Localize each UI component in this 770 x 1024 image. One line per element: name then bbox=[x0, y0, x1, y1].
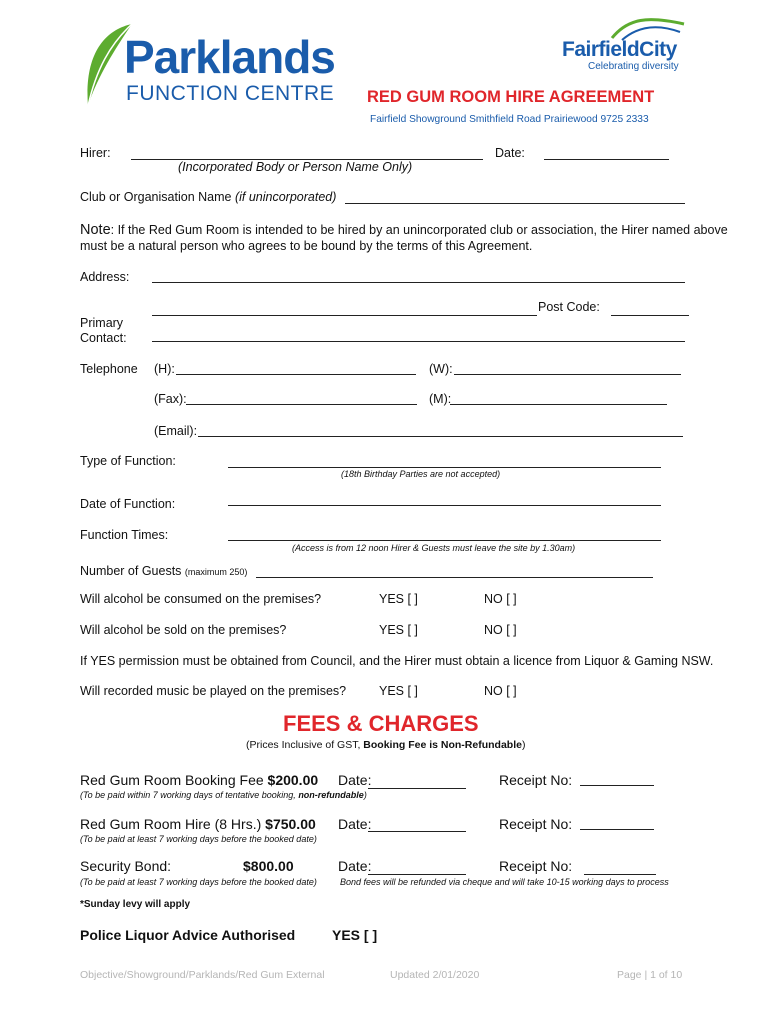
fees-subtitle-pre: (Prices Inclusive of GST, bbox=[246, 739, 364, 751]
address-field-1[interactable] bbox=[152, 282, 685, 283]
fee-bond-note: (To be paid at least 7 working days before the booked date) bbox=[80, 877, 317, 887]
address-label: Address: bbox=[80, 270, 130, 284]
fee-hire-receipt-field[interactable] bbox=[580, 829, 654, 830]
alcohol-consumed-yes-checkbox[interactable]: YES [ ] bbox=[379, 592, 418, 606]
fee-booking-note-text: (To be paid within 7 working days of tentative booking, bbox=[80, 790, 299, 800]
guests-label bbox=[80, 564, 247, 578]
fee-bond-date-field[interactable] bbox=[368, 874, 466, 875]
function-type-note: (18th Birthday Parties are not accepted) bbox=[341, 469, 501, 479]
function-type-field[interactable] bbox=[228, 467, 661, 468]
fees-subtitle-bold: Booking Fee is Non-Refundable bbox=[363, 739, 522, 751]
fee-hire bbox=[80, 816, 316, 832]
fax-label: (Fax): bbox=[154, 392, 187, 406]
permission-text: If YES permission must be obtained from Council, and the Hirer must obtain a licence from Liquor & Gaming NSW. bbox=[80, 654, 714, 668]
fee-bond-date-label: Date: bbox=[338, 858, 372, 874]
note-text: : If the Red Gum Room is intended to be hired by an unincorporated club or association, the Hirer named above bbox=[110, 223, 728, 237]
police-liquor-yes-checkbox[interactable]: YES [ ] bbox=[332, 927, 378, 943]
club-label bbox=[80, 190, 336, 204]
question-recorded-music: Will recorded music be played on the premises? bbox=[80, 684, 347, 698]
phone-work-label: (W): bbox=[429, 362, 453, 376]
hirer-date-label: Date: bbox=[495, 146, 525, 160]
guests-note: (maximum 250) bbox=[184, 567, 248, 577]
fee-hire-amount: $750.00 bbox=[265, 816, 316, 832]
note-label: Note bbox=[80, 222, 111, 238]
phone-home-label: (H): bbox=[154, 362, 175, 376]
address-field-2[interactable] bbox=[152, 315, 537, 316]
fee-booking-date-label: Date: bbox=[338, 772, 372, 788]
music-yes-checkbox[interactable]: YES [ ] bbox=[379, 684, 418, 698]
question-alcohol-sold: Will alcohol be sold on the premises? bbox=[80, 623, 287, 637]
hirer-hint: (Incorporated Body or Person Name Only) bbox=[178, 160, 413, 174]
venue-address: Fairfield Showground Smithfield Road Prairiewood 9725 2333 bbox=[370, 114, 649, 125]
footer-page-number: Page | 1 of 10 bbox=[617, 969, 683, 981]
fee-hire-note: (To be paid at least 7 working days before the booked date) bbox=[80, 834, 317, 844]
sunday-levy-note: *Sunday levy will apply bbox=[80, 899, 191, 910]
alcohol-consumed-no-checkbox[interactable]: NO [ ] bbox=[484, 592, 517, 606]
music-no-checkbox[interactable]: NO [ ] bbox=[484, 684, 517, 698]
fee-bond-receipt-label: Receipt No: bbox=[499, 858, 573, 874]
mobile-label: (M): bbox=[429, 392, 452, 406]
club-hint: (if unincorporated) bbox=[234, 190, 337, 204]
council-tagline: Celebrating diversity bbox=[588, 61, 679, 72]
fee-booking-note-bold: non-refundable bbox=[298, 790, 364, 800]
note-line-1 bbox=[80, 222, 728, 238]
fee-bond-receipt-field[interactable] bbox=[584, 874, 656, 875]
alcohol-sold-yes-checkbox[interactable]: YES [ ] bbox=[379, 623, 418, 637]
fees-subtitle-post: ) bbox=[521, 739, 526, 751]
guests-field[interactable] bbox=[256, 577, 653, 578]
footer-path: Objective/Showground/Parklands/Red Gum External bbox=[80, 969, 325, 981]
question-alcohol-consumed: Will alcohol be consumed on the premises? bbox=[80, 592, 322, 606]
fee-hire-name: Red Gum Room Hire (8 Hrs.) bbox=[80, 816, 266, 832]
contact-field[interactable] bbox=[152, 341, 685, 342]
postcode-field[interactable] bbox=[611, 315, 689, 316]
logo-sub-text: FUNCTION CENTRE bbox=[126, 82, 335, 105]
fee-booking-name: Red Gum Room Booking Fee bbox=[80, 772, 268, 788]
function-type-label: Type of Function: bbox=[80, 454, 176, 468]
function-times-label: Function Times: bbox=[80, 528, 169, 542]
fee-booking-amount: $200.00 bbox=[267, 772, 319, 788]
fee-hire-date-field[interactable] bbox=[368, 831, 466, 832]
bond-refund-note: Bond fees will be refunded via cheque and will take 10-15 working days to process bbox=[340, 877, 669, 887]
fee-booking bbox=[80, 772, 318, 788]
logo-main-text: Parklands bbox=[124, 31, 335, 83]
guests-label-text: Number of Guests bbox=[80, 564, 182, 578]
fee-booking-note-end: ) bbox=[363, 790, 367, 800]
club-label-text: Club or Organisation Name bbox=[80, 190, 232, 204]
function-times-note: (Access is from 12 noon Hirer & Guests must leave the site by 1.30am) bbox=[292, 543, 576, 553]
fee-booking-receipt-label: Receipt No: bbox=[499, 772, 573, 788]
page-title: RED GUM ROOM HIRE AGREEMENT bbox=[367, 88, 655, 106]
email-field[interactable] bbox=[198, 436, 683, 437]
alcohol-sold-no-checkbox[interactable]: NO [ ] bbox=[484, 623, 517, 637]
postcode-label: Post Code: bbox=[538, 300, 600, 314]
footer-updated: Updated 2/01/2020 bbox=[390, 969, 480, 981]
fee-hire-receipt-label: Receipt No: bbox=[499, 816, 573, 832]
fee-booking-date-field[interactable] bbox=[368, 788, 466, 789]
fees-title: FEES & CHARGES bbox=[283, 711, 479, 736]
contact-label-1: Primary bbox=[80, 316, 124, 330]
function-date-field[interactable] bbox=[228, 505, 661, 506]
hirer-label: Hirer: bbox=[80, 146, 111, 160]
telephone-label: Telephone bbox=[80, 362, 138, 376]
club-field[interactable] bbox=[345, 203, 685, 204]
council-name: FairfieldCity bbox=[562, 38, 677, 61]
phone-work-field[interactable] bbox=[454, 374, 681, 375]
function-date-label: Date of Function: bbox=[80, 497, 176, 511]
fax-field[interactable] bbox=[186, 404, 417, 405]
fee-hire-date-label: Date: bbox=[338, 816, 372, 832]
fee-booking-note bbox=[80, 790, 367, 800]
phone-home-field[interactable] bbox=[176, 374, 416, 375]
mobile-field[interactable] bbox=[450, 404, 667, 405]
contact-label-2: Contact: bbox=[80, 331, 127, 345]
fees-subtitle bbox=[246, 739, 525, 751]
email-label: (Email): bbox=[154, 424, 198, 438]
note-line-2: must be a natural person who agrees to be bound by the terms of this Agreement. bbox=[80, 239, 533, 253]
fee-bond-amount: $800.00 bbox=[243, 858, 294, 874]
fee-bond-name: Security Bond: bbox=[80, 858, 172, 874]
function-times-field[interactable] bbox=[228, 540, 661, 541]
police-liquor-label: Police Liquor Advice Authorised bbox=[80, 927, 296, 943]
hirer-date-field[interactable] bbox=[544, 159, 669, 160]
fee-booking-receipt-field[interactable] bbox=[580, 785, 654, 786]
